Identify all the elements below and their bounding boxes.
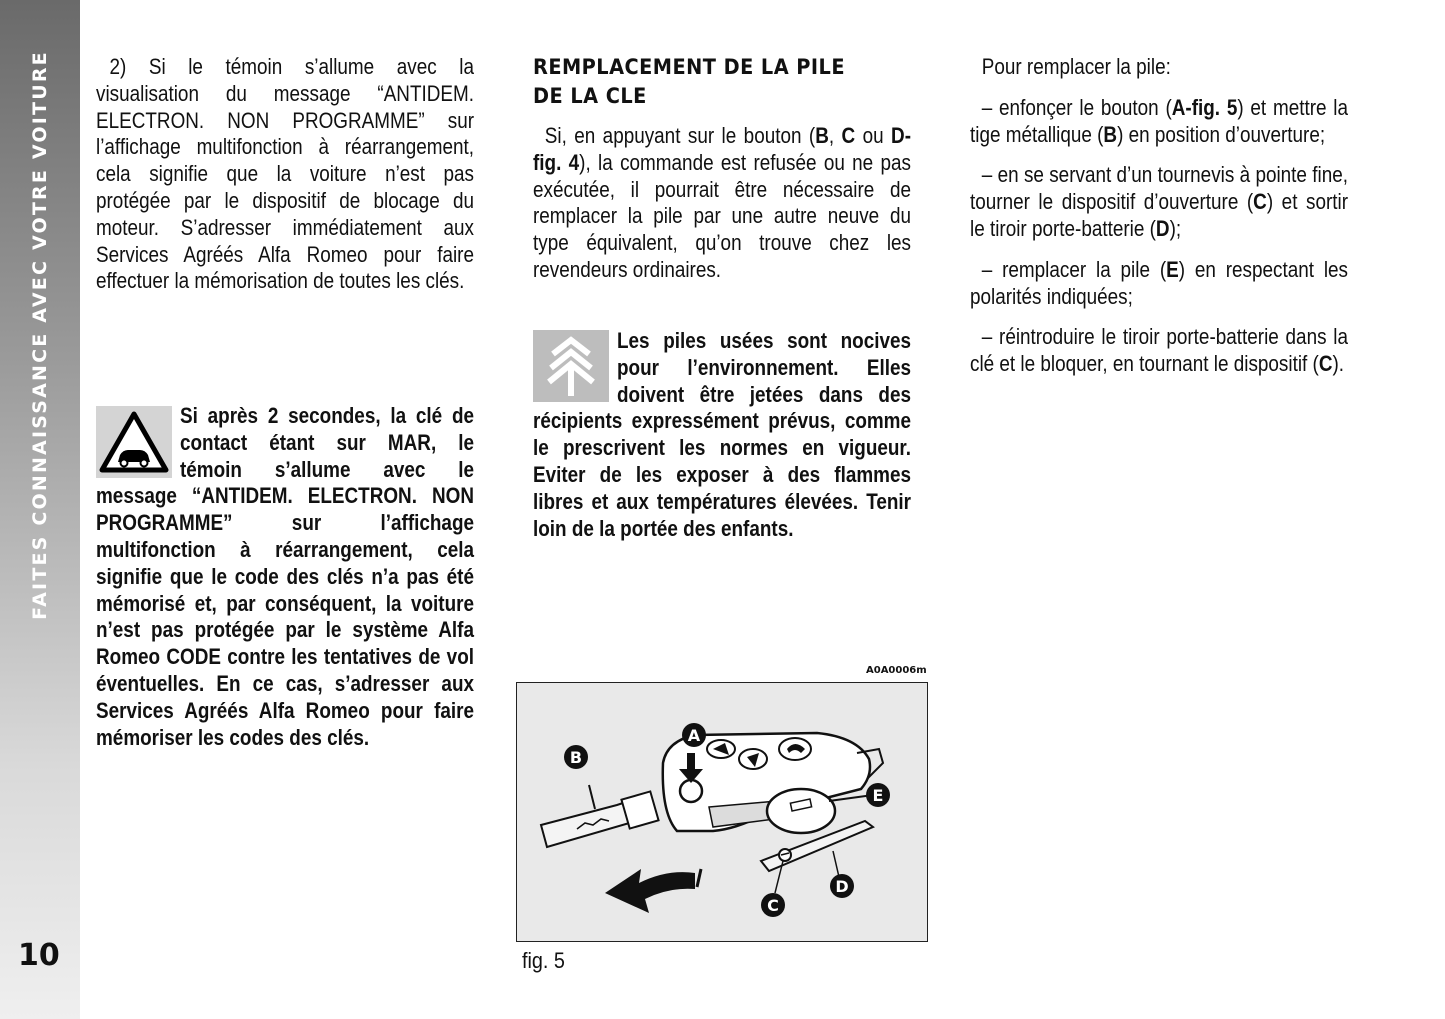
label-e	[866, 783, 890, 807]
text-run: );	[1169, 215, 1182, 241]
text-run: ,	[828, 123, 842, 148]
direction-arrow	[605, 869, 695, 913]
column-3	[970, 54, 1420, 378]
text-run: ) et sortir le tiroir porte-batterie (	[970, 189, 1348, 241]
label-d	[830, 874, 854, 898]
step-3	[970, 257, 1348, 311]
sidebar-title: FAITES CONNAISSANCE AVEC VOTRE VOITURE	[29, 50, 51, 620]
sidebar-band	[0, 0, 80, 1019]
environment-note	[533, 328, 911, 542]
figure-code: A0A0006m	[866, 665, 927, 676]
text-run: ), la commande est refusée ou ne pas exécutée, il pourrait être nécessaire de remplacer la pile par une autre neuve du type équivalent, qu’on trouve chez les revendeurs ordinaires.	[533, 149, 911, 282]
ref-e: E	[1166, 256, 1179, 282]
figure-5	[516, 682, 928, 942]
text-run: Si, en appuyant sur le bouton (	[544, 123, 816, 148]
ref-c: C	[1318, 351, 1333, 377]
text-run: – réintroduire le tiroir porte-batterie dans la clé et le bloquer, en tournant le dispositif (	[970, 324, 1348, 377]
text-run: – remplacer la pile (	[981, 256, 1167, 282]
step-2	[970, 162, 1348, 242]
step-4	[970, 324, 1348, 378]
text-run: ) et mettre la tige métallique (	[970, 94, 1349, 147]
text-run: – en se servant d’un tournevis à pointe fine, tourner le dispositif d’ouverture (	[970, 162, 1348, 215]
label-e-text: E	[872, 786, 884, 805]
label-b	[564, 745, 588, 769]
warning-text-content: Si après 2 secondes, la clé de contact étant sur MAR, le témoin s’allume avec le message “ANTIDEM. ELECTRON. NON PROGRAMME” sur l’affichage multifonction à réarrangement, cela signifie que le code des clés n’a pas été mémorisé et, par conséquent, la voiture n’est pas protégée par le système Alfa Romeo CODE contre les tentatives de vol éventuelles. En ce cas, s’adresser aux Services Agréés Alfa Romeo pour faire mémoriser les codes des clés.	[96, 403, 474, 750]
ref-a-fig-5: A-fig. 5	[1171, 94, 1238, 120]
text-run: ) en position d’ouverture;	[1117, 121, 1326, 147]
column-1	[96, 54, 546, 295]
warning-block	[96, 403, 546, 751]
ref-d: D	[1155, 215, 1170, 241]
figure-caption: fig. 5	[522, 948, 565, 973]
text-run: ).	[1332, 351, 1345, 377]
heading-line-1: REMPLACEMENT DE LA PILE	[533, 55, 845, 79]
column-2	[533, 53, 983, 284]
key-illustration	[517, 683, 927, 941]
key-blade	[541, 785, 659, 847]
paragraph-battery-replacement	[533, 123, 911, 284]
label-b-text: B	[569, 748, 583, 767]
label-d-text: D	[835, 877, 849, 896]
ref-b: B	[815, 123, 829, 148]
ref-c: C	[1253, 189, 1267, 215]
label-c	[761, 893, 785, 917]
label-a-text: A	[687, 726, 701, 745]
steps-intro: Pour remplacer la pile:	[981, 54, 1171, 79]
ref-b: B	[1103, 121, 1118, 147]
ref-c: C	[841, 123, 856, 148]
section-heading	[533, 53, 919, 111]
warning-text	[96, 403, 474, 751]
ref-d-fig-4: D-fig. 4	[533, 123, 911, 175]
environment-note-content: Les piles usées sont nocives pour l’environnement. Elles doivent être jetées dans des récipients expressément prévus, comme le prescrivent les normes en vigueur. Eviter de les exposer à des flammes libres et aux températures élevées. Tenir loin de la portée des enfants.	[533, 328, 911, 541]
label-c-text: C	[767, 896, 779, 915]
page-number: 10	[18, 938, 60, 973]
heading-line-2: DE LA CLE	[533, 84, 647, 108]
text-run: – enfonçer le bouton (	[981, 94, 1172, 120]
environment-note-block	[533, 328, 983, 542]
paragraph-unprogrammed-keys: 2) Si le témoin s’allume avec la visualisation du message “ANTIDEM. ELECTRON. NON PROGRAMME” sur l’affichage multifonction à réarrangement, cela signifie que la voiture n’est pas protégée par le dispositif de blocage du moteur. S’adresser immédiatement aux Services Agréés Alfa Romeo pour faire effectuer la mémorisation de toutes les clés.	[96, 54, 474, 294]
text-run: ) en respectant les polarités indiquées;	[970, 256, 1348, 309]
step-1	[970, 95, 1348, 149]
label-a	[682, 723, 706, 747]
text-run: ou	[855, 123, 892, 148]
